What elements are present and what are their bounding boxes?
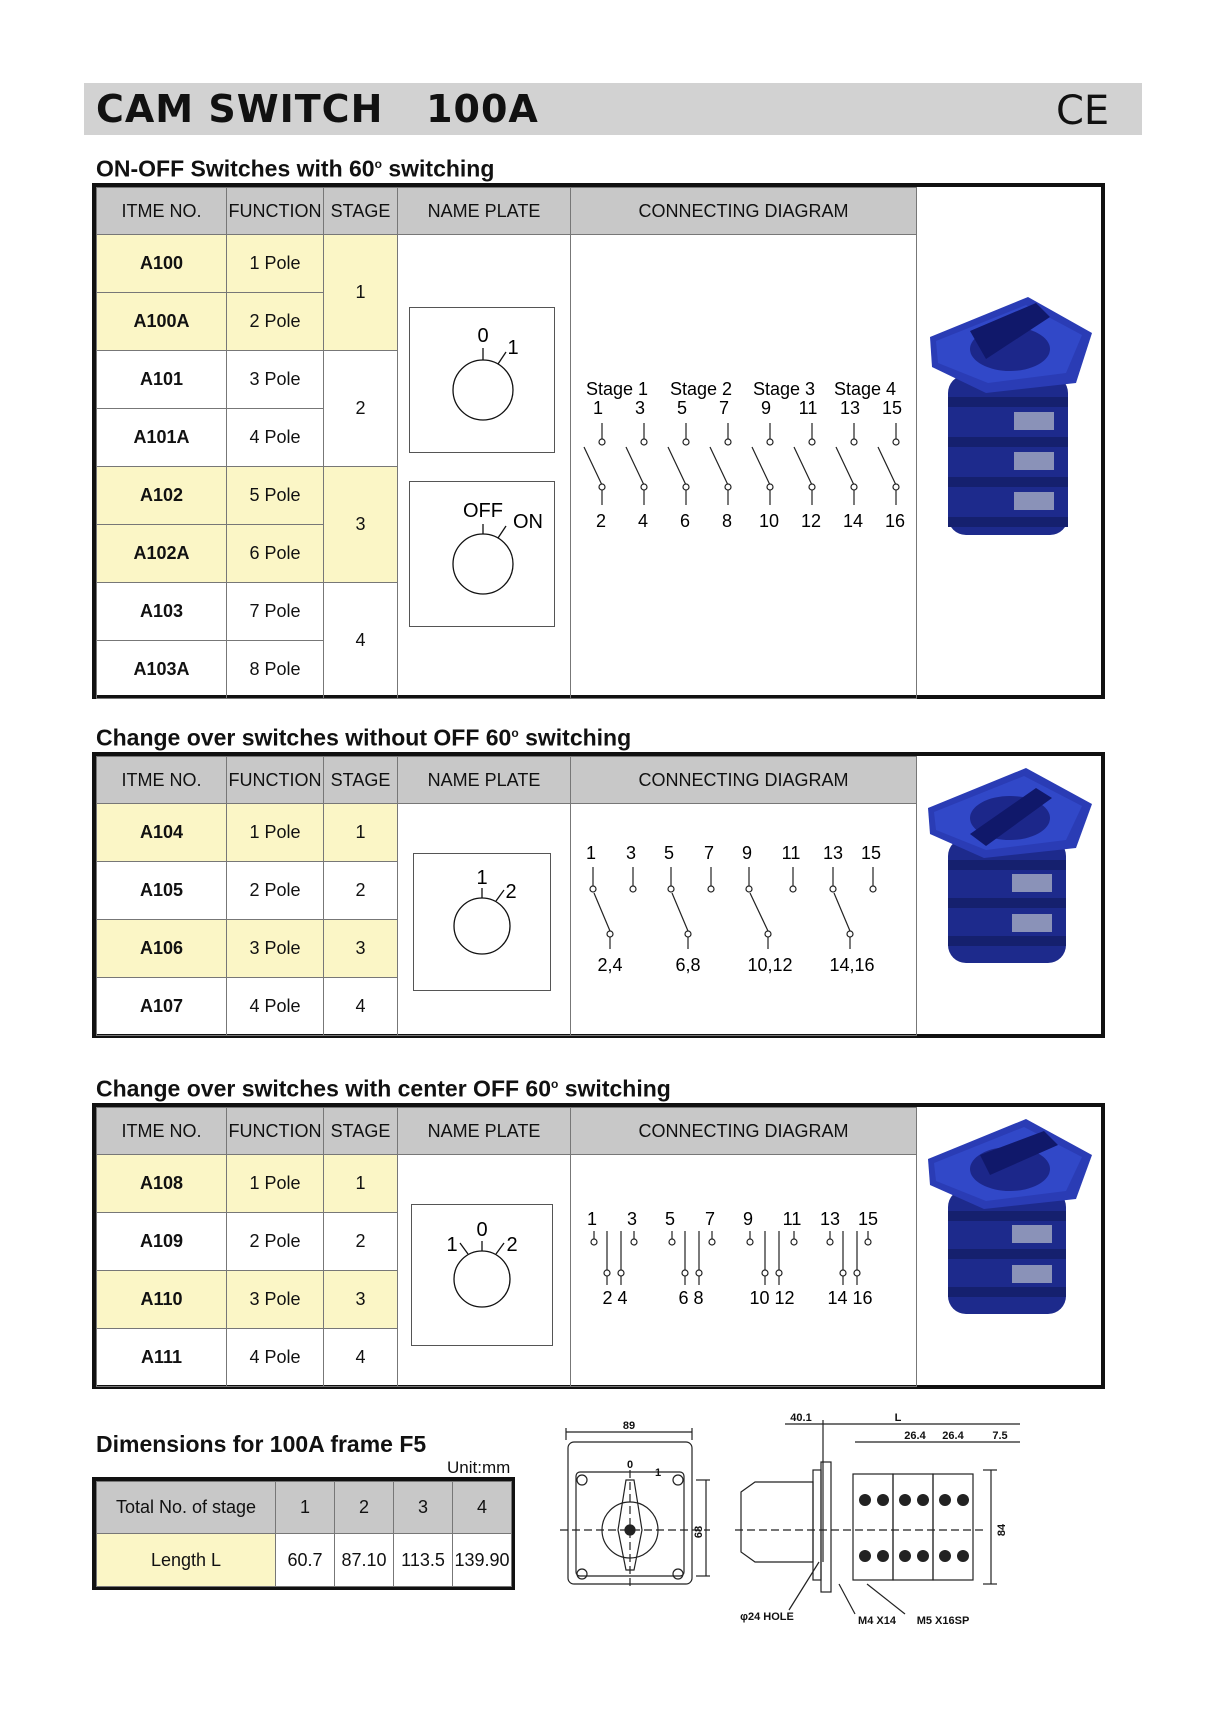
stage-cell: 2 [324,351,398,467]
name-plate-1-2 [413,853,551,991]
stage-cell: 1 [324,804,398,862]
stage-label: Stage 4 [833,379,897,399]
length-cell: 87.10 [335,1534,394,1587]
section1-table [92,183,1105,699]
dim-label: 0 [626,1459,634,1471]
terminal-label: 9 [742,1209,754,1229]
col-stage: STAGE [324,757,398,804]
length-cell: 113.5 [394,1534,453,1587]
col-stage: STAGE [324,1108,398,1155]
section3-title: Change over switches with center OFF 60$^o$ switching [96,1075,671,1102]
terminal-label: 2 4 [602,1288,628,1308]
function-cell: 3 Pole [227,1271,324,1329]
section2-table [92,752,1105,1038]
section3-table [92,1103,1105,1389]
connecting-diagram-3 [570,1207,916,1327]
stage-count-cell: 3 [394,1482,453,1534]
item-cell: A111 [97,1329,227,1387]
terminal-label: 8 [721,511,733,531]
terminal-label: 15 [860,843,882,863]
terminal-label: 2,4 [597,955,623,975]
name-plate-off-on [409,481,555,627]
function-cell: 6 Pole [227,525,324,583]
plate-label: OFF [463,500,503,522]
plate-label: ON [513,511,543,533]
item-cell: A102 [97,467,227,525]
length-label: Length L [97,1534,276,1587]
name-plate-graphic [410,308,554,452]
terminal-label: 3 [625,843,637,863]
function-cell: 7 Pole [227,583,324,641]
stage-cell: 1 [324,1155,398,1213]
terminal-label: 1 [585,843,597,863]
col-item: ITME NO. [97,757,227,804]
dim-label: 84 [996,1523,1008,1537]
terminal-label: 3 [634,398,646,418]
terminal-label: 10 12 [749,1288,795,1308]
function-cell: 3 Pole [227,351,324,409]
col-item: ITME NO. [97,1108,227,1155]
function-cell: 1 Pole [227,1155,324,1213]
terminal-label: 1 [586,1209,598,1229]
stage-cell: 3 [324,1271,398,1329]
stage-cell: 3 [324,467,398,583]
item-cell: A103A [97,641,227,699]
terminal-label: 11 [782,1209,802,1229]
terminal-label: 11 [798,398,818,418]
dim-label: 40.1 [790,1412,812,1424]
function-cell: 5 Pole [227,467,324,525]
dim-label: M4 X14 [858,1615,896,1627]
plate-label: 2 [505,881,517,903]
connecting-diagram-2 [570,841,916,981]
page-title: CAM SWITCH 100A [96,87,539,131]
section2-title: Change over switches without OFF 60$^o$ switching [96,724,632,751]
item-cell: A107 [97,978,227,1036]
length-cell: 60.7 [276,1534,335,1587]
plate-label: 2 [506,1234,518,1256]
section1-title: ON-OFF Switches with 60$^o$ switching [96,155,495,182]
item-cell: A102A [97,525,227,583]
terminal-label: 6,8 [675,955,701,975]
stage-cell: 4 [324,978,398,1036]
stage-label: Stage 1 [585,379,649,399]
name-plate-graphic [414,854,550,990]
dim-label: φ24 HOLE [740,1611,794,1623]
dim-label: 68 [693,1525,705,1539]
terminal-label: 14 16 [827,1288,873,1308]
plate-label: 1 [446,1234,458,1256]
item-cell: A101A [97,409,227,467]
plate-label: 0 [477,325,489,347]
length-cell: 139.90 [453,1534,512,1587]
function-cell: 1 Pole [227,804,324,862]
cam-switch-photo-3-stage [924,1119,1098,1319]
stage-label: Stage 2 [669,379,733,399]
terminal-label: 5 [676,398,688,418]
terminal-label: 14 [842,511,864,531]
terminal-label: 9 [760,398,772,418]
cam-switch-photo-4-stage [926,297,1096,547]
front-view-drawing [560,1420,730,1605]
plate-label: 1 [476,867,488,889]
function-cell: 8 Pole [227,641,324,699]
terminal-label: 4 [637,511,649,531]
dim-label: 26.4 [942,1430,964,1442]
item-cell: A106 [97,920,227,978]
name-plate-1-0-2 [411,1204,553,1346]
terminal-label: 7 [703,843,715,863]
dimensions-title: Dimensions for 100A frame F5 [96,1431,427,1457]
cam-switch-photo-3-stage [924,768,1098,968]
dim-label: 89 [622,1420,636,1432]
stage-cell: 3 [324,920,398,978]
item-cell: A101 [97,351,227,409]
terminal-label: 10,12 [747,955,793,975]
terminal-label: 15 [881,398,903,418]
dim-label: 7.5 [992,1430,1008,1442]
col-nameplate: NAME PLATE [398,188,571,235]
terminal-label: 6 [679,511,691,531]
stage-count-label: Total No. of stage [97,1482,276,1534]
terminal-label: 9 [741,843,753,863]
ce-mark: CE [1056,88,1110,134]
dim-label: L [894,1412,902,1424]
col-stage: STAGE [324,188,398,235]
stage-count-cell: 2 [335,1482,394,1534]
name-plate-graphic [412,1205,552,1345]
terminal-label: 15 [857,1209,879,1229]
connecting-diagram-1 [570,377,916,537]
function-cell: 4 Pole [227,409,324,467]
stage-cell: 1 [324,235,398,351]
stage-label: Stage 3 [752,379,816,399]
terminal-label: 16 [884,511,906,531]
item-cell: A100A [97,293,227,351]
dim-label: M5 X16SP [916,1615,970,1627]
col-diagram: CONNECTING DIAGRAM [571,1108,917,1155]
col-function: FUNCTION [227,757,324,804]
col-nameplate: NAME PLATE [398,1108,571,1155]
stage-cell: 2 [324,1213,398,1271]
function-cell: 2 Pole [227,862,324,920]
terminal-label: 12 [800,511,822,531]
stage-cell: 4 [324,1329,398,1387]
col-function: FUNCTION [227,1108,324,1155]
col-nameplate: NAME PLATE [398,757,571,804]
terminal-label: 7 [704,1209,716,1229]
stage-count-cell: 4 [453,1482,512,1534]
stage-count-cell: 1 [276,1482,335,1534]
terminal-label: 1 [592,398,604,418]
col-item: ITME NO. [97,188,227,235]
item-cell: A100 [97,235,227,293]
item-cell: A103 [97,583,227,641]
terminal-label: 11 [781,843,801,863]
nameplate-cell [398,235,571,699]
item-cell: A109 [97,1213,227,1271]
terminal-label: 10 [758,511,780,531]
function-cell: 4 Pole [227,1329,324,1387]
terminal-label: 14,16 [829,955,875,975]
item-cell: A105 [97,862,227,920]
terminal-label: 2 [595,511,607,531]
terminal-label: 3 [626,1209,638,1229]
unit-label: Unit:mm [447,1458,511,1477]
stage-cell: 4 [324,583,398,699]
function-cell: 2 Pole [227,293,324,351]
col-diagram: CONNECTING DIAGRAM [571,757,917,804]
terminal-label: 13 [839,398,861,418]
item-cell: A104 [97,804,227,862]
terminal-label: 5 [663,843,675,863]
plate-label: 0 [476,1219,488,1241]
terminal-label: 7 [718,398,730,418]
dim-label: 1 [654,1467,662,1479]
name-plate-graphic [410,482,554,626]
terminal-label: 13 [822,843,844,863]
stage-cell: 2 [324,862,398,920]
name-plate-0-1 [409,307,555,453]
plate-label: 1 [507,337,519,359]
function-cell: 2 Pole [227,1213,324,1271]
function-cell: 4 Pole [227,978,324,1036]
col-function: FUNCTION [227,188,324,235]
terminal-label: 6 8 [678,1288,704,1308]
item-cell: A108 [97,1155,227,1213]
terminal-label: 13 [819,1209,841,1229]
side-view-drawing [735,1412,1025,1637]
col-diagram: CONNECTING DIAGRAM [571,188,917,235]
function-cell: 3 Pole [227,920,324,978]
dim-label: 26.4 [904,1430,926,1442]
item-cell: A110 [97,1271,227,1329]
dimension-table [92,1477,515,1590]
terminal-label: 5 [664,1209,676,1229]
function-cell: 1 Pole [227,235,324,293]
